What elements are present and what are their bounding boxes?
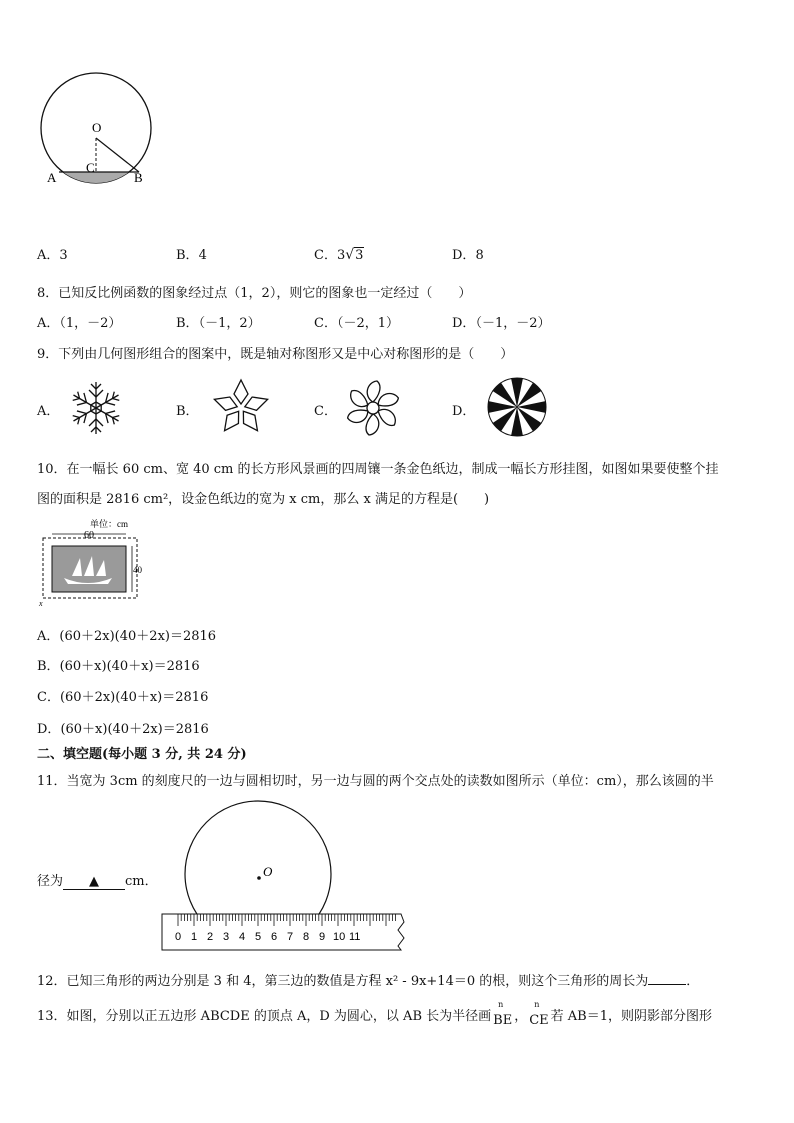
arc-be: n BE <box>493 1000 513 1028</box>
q10-option-a[interactable]: A．(60＋2x)(40＋2x)＝2816 <box>37 629 217 644</box>
q11-stem-line1: 11．当宽为 3cm 的刻度尺的一边与圆相切时，另一边与圆的两个交点处的读数如图所示（单位：cm），那么该圆的半 <box>37 774 714 789</box>
q8-stem: 8．已知反比例函数的图象经过点（1，2），则它的图象也一定经过（ ） <box>37 286 472 301</box>
q9-option-b[interactable]: B． <box>176 404 199 419</box>
q7-option-c[interactable]: C．3√3 <box>314 247 364 263</box>
q9-option-c[interactable]: C． <box>314 404 337 419</box>
q12-answer-blank[interactable] <box>648 984 686 985</box>
q8-option-a[interactable]: A．（1，－2） <box>37 316 122 331</box>
q12-stem: 12．已知三角形的两边分别是 3 和 4，第三边的数值是方程 x² - 9x+14＝0 的根，则这个三角形的周长为 ． <box>37 974 700 989</box>
q8-option-c[interactable]: C．（－2，1） <box>314 316 399 331</box>
label-A: A <box>47 170 57 185</box>
q8-option-d[interactable]: D．（－1，－2） <box>452 316 551 331</box>
ruler-tick-label: 7 <box>287 931 294 943</box>
ruler-tick-label: 4 <box>239 931 246 943</box>
q11-answer-blank[interactable]: ▲ <box>63 874 125 890</box>
arc-ce: n CE <box>529 1000 549 1028</box>
height-label: 40 <box>133 565 142 575</box>
q9-option-a[interactable]: A． <box>37 404 60 419</box>
section-heading: 二、填空题(每小题 3 分, 共 24 分) <box>37 747 247 762</box>
ruler-tick-label: 8 <box>303 931 310 943</box>
label-O: O <box>92 120 102 135</box>
q10-stem-line1: 10．在一幅长 60 cm、宽 40 cm 的长方形风景画的四周镶一条金色纸边，制成一幅长方形挂图，如图如果要使整个挂 <box>37 462 719 477</box>
q7-option-b[interactable]: B．4 <box>176 248 207 263</box>
q9-stem: 9．下列由几何图形组合的图案中，既是轴对称图形又是中心对称图形的是（ ） <box>37 347 514 362</box>
q13-stem: 13．如图，分别以正五边形 ABCDE 的顶点 A，D 为圆心，以 AB 长为半径画 n BE ， n CE 若 AB＝1，则阴影部分图形 <box>37 1000 712 1028</box>
ruler-tick-label: 1 <box>191 931 198 943</box>
q10-option-b[interactable]: B．(60＋x)(40＋x)＝2816 <box>37 659 200 674</box>
q7-option-d[interactable]: D．8 <box>452 248 484 263</box>
q9-option-d[interactable]: D． <box>452 404 476 419</box>
ruler-tick-label: 5 <box>255 931 262 943</box>
center-O: O <box>263 864 273 879</box>
width-label: 60 <box>84 530 94 541</box>
ruler-tick-label: 10 <box>333 931 346 943</box>
ruler-tick-label: 0 <box>175 931 182 943</box>
q10-option-c[interactable]: C．(60＋2x)(40＋x)＝2816 <box>37 690 209 705</box>
ruler-tick-label: 9 <box>319 931 326 943</box>
unit-label: 单位：cm <box>90 519 128 529</box>
label-B: B <box>134 170 143 185</box>
q10-stem-line2: 图的面积是 2816 cm²，设金色纸边的宽为 x cm，那么 x 满足的方程是( ) <box>37 492 490 507</box>
q10-option-d[interactable]: D．(60＋x)(40＋2x)＝2816 <box>37 722 209 737</box>
ruler-tick-label: 6 <box>271 931 278 943</box>
x-mark: x <box>39 599 43 608</box>
ruler-tick-label: 2 <box>207 931 214 943</box>
ruler-tick-label: 3 <box>223 931 230 943</box>
label-C: C <box>86 160 95 175</box>
q8-option-b[interactable]: B．（－1，2） <box>176 316 261 331</box>
q11-answer-line: 径为 ▲ cm． <box>37 874 158 889</box>
ruler-tick-label: 11 <box>349 931 361 943</box>
q7-option-a[interactable]: A．3 <box>37 248 68 263</box>
